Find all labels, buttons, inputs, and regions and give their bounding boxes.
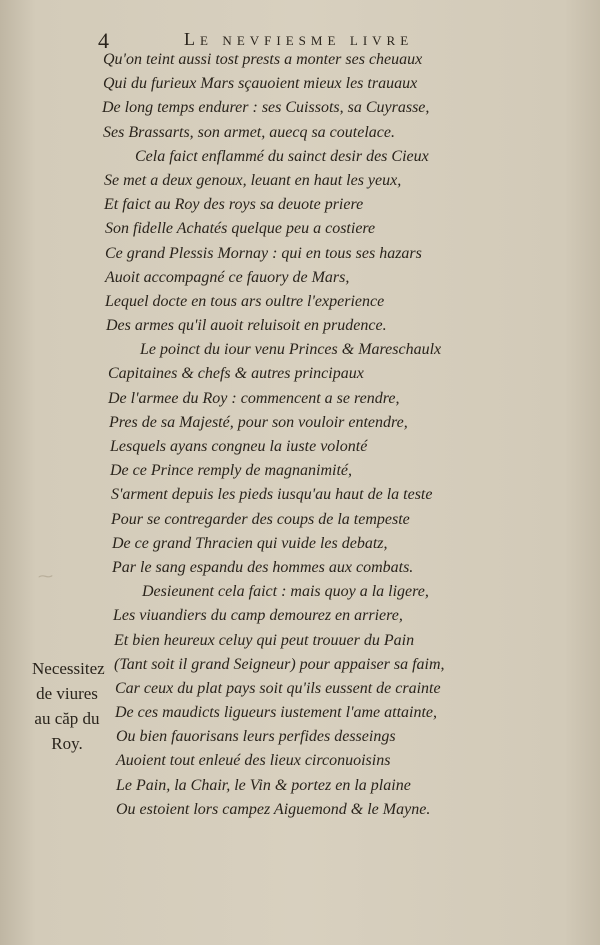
verse-line: Qui du furieux Mars sçauoient mieux les trauaux <box>103 75 418 93</box>
verse-line: Capitaines & chefs & autres principaux <box>108 365 364 383</box>
verse-line: Se met a deux genoux, leuant en haut les yeux, <box>104 171 402 189</box>
verse-line: Pour se contregarder des coups de la tempeste <box>111 510 410 528</box>
verse-line: Ou bien fauorisans leurs perfides desseings <box>116 728 396 746</box>
verse-line: De ce grand Thracien qui vuide les debatz, <box>112 534 388 552</box>
verse-line: Son fidelle Achatés quelque peu a costiere <box>105 220 376 238</box>
verse-line: Auoit accompagné ce fauory de Mars, <box>105 268 350 286</box>
verse-line: Des armes qu'il auoit reluisoit en prudence. <box>106 317 387 335</box>
page-number: 4 <box>98 28 109 53</box>
verse-line: De long temps endurer : ses Cuissots, sa Cuyrasse, <box>102 99 430 117</box>
verse-line: Les viuandiers du camp demourez en arriere, <box>113 607 403 625</box>
verse-line: Par le sang espandu des hommes aux combats. <box>112 558 414 576</box>
verse-line: Car ceux du plat pays soit qu'ils eussent de crainte <box>115 679 441 697</box>
verse-line: Ou estoient lors campez Aiguemond & le Mayne. <box>116 800 431 818</box>
verse-line: Qu'on teint aussi tost prests a monter ses cheuaux <box>103 51 423 68</box>
verse-line: De l'armee du Roy : commencent a se rendre, <box>108 389 400 407</box>
bleed-through-mark: ⁓ <box>38 569 53 585</box>
verse-line: Ses Brassarts, son armet, auecq sa coutelace. <box>103 123 395 141</box>
verse-line: S'arment depuis les pieds iusqu'au haut de la teste <box>111 486 433 504</box>
verse-line: Pres de sa Majesté, pour son vouloir entendre, <box>109 413 408 431</box>
running-head: Le nevfiesme livre <box>184 29 414 49</box>
margin-note: Necessitez de viures au căp du Roy. <box>32 659 105 753</box>
verse-line: Ce grand Plessis Mornay : qui en tous ses hazars <box>105 244 422 262</box>
verse-line: Desieunent cela faict : mais quoy a la ligere, <box>142 583 429 601</box>
verse-line: Le poinct du iour venu Princes & Mareschaulx <box>140 341 442 359</box>
verse-line: Et faict au Roy des roys sa deuote priere <box>104 196 364 214</box>
verse-line: Lesquels ayans congneu la iuste volonté <box>110 438 368 455</box>
verse-line: De ce Prince remply de magnanimité, <box>110 462 352 480</box>
verse-line: (Tant soit il grand Seigneur) pour appaiser sa faim, <box>114 655 445 673</box>
verse-line: Auoient tout enleué des lieux circonuoisins <box>116 752 391 770</box>
verse-line: Lequel docte en tous ars oultre l'experience <box>105 292 385 310</box>
verse-line: Cela faict enflammé du sainct desir des Cieux <box>135 147 429 165</box>
verse-line: De ces maudicts ligueurs iustement l'ame attainte, <box>115 704 438 722</box>
verse-line: Le Pain, la Chair, le Vin & portez en la plaine <box>116 776 411 794</box>
verse-line: Et bien heureux celuy qui peut trouuer du Pain <box>114 631 415 649</box>
